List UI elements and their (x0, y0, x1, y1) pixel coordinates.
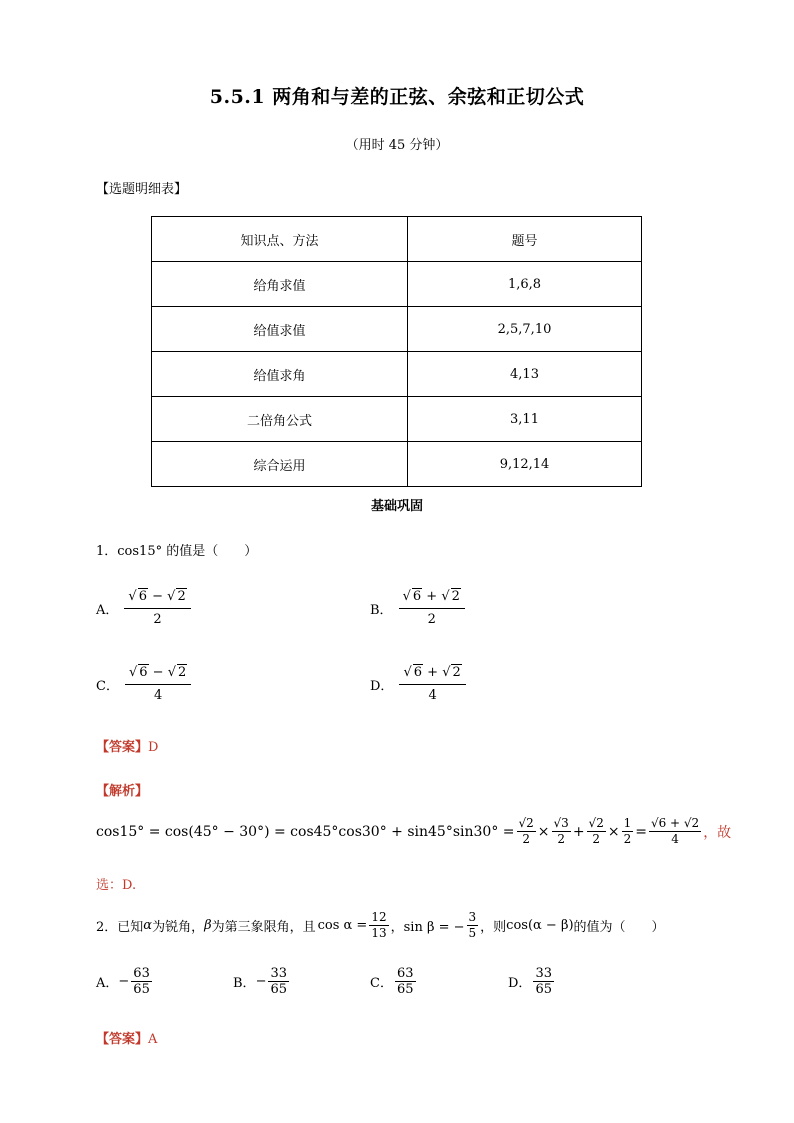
stem-part: 2．已知 (96, 920, 144, 935)
table-header-row (152, 217, 642, 262)
radicand: 2 (177, 589, 186, 604)
formula-lhs: cos15° = cos(45° − 30°) = cos45°cos30° + sin45°sin30° = (96, 823, 515, 840)
analysis-label (96, 780, 148, 799)
sign: + (426, 589, 438, 604)
numerator: 33 (535, 966, 552, 981)
table-row (152, 442, 642, 487)
sign: − (152, 665, 164, 680)
expression: cos(α − β) (506, 918, 574, 933)
stem-part: 的值为（ ） (573, 920, 665, 935)
option-label: A． (96, 603, 119, 618)
stem-part: 为锐角， (152, 920, 205, 935)
table-cell: 4,13 (408, 352, 642, 397)
table-header: 知识点、方法 (152, 217, 408, 262)
option-label: C． (370, 976, 393, 991)
fraction: $\frac{√ 6 + √ 2}{4}$ (399, 664, 465, 705)
table-row (152, 352, 642, 397)
sign: − (255, 974, 267, 989)
denominator: 65 (270, 982, 288, 997)
numerator: 12 (371, 910, 387, 924)
alpha-symbol: α (143, 918, 153, 933)
denominator: 65 (396, 982, 414, 997)
numerator: 63 (133, 966, 150, 981)
table-cell: 2,5,7,10 (408, 307, 642, 352)
option-label: D． (508, 976, 532, 991)
stem-part: 为第三象限角，且 (211, 920, 316, 935)
denominator: 65 (133, 982, 150, 997)
option-d (370, 664, 466, 705)
sign: − (152, 589, 164, 604)
sign: − (118, 974, 130, 989)
analysis-formula: cos15° = cos(45° − 30°) = cos45°cos30° + sin45°sin30° = $\frac{√2}{2}$ × $\frac{√3}{2}$ + $\frac{√2}{2}$ × $\frac{1}{2}$ = $\frac{√6 + √2}{4}$ ，故 (96, 816, 732, 846)
radicand: 2 (178, 665, 187, 680)
answer-value: D (148, 740, 159, 755)
radicand: 2 (451, 589, 460, 604)
question-1-stem: 1．cos15° 的值是（ ） (96, 544, 258, 559)
denominator: 2 (153, 612, 162, 627)
beta-symbol: β (204, 918, 212, 933)
fraction: $\frac{√ 6 + √ 2}{2}$ (399, 588, 465, 629)
table-cell: 3,11 (408, 397, 642, 442)
option-b (370, 588, 465, 629)
table-cell: 给角求值 (152, 262, 408, 307)
option-label: D． (370, 679, 394, 694)
radicand: 6 (139, 665, 148, 680)
radicand: 2 (452, 665, 461, 680)
page-title: 5.5.1 两角和与差的正弦、余弦和正切公式 (209, 86, 585, 108)
table-cell: 给值求角 (152, 352, 408, 397)
answer-value: A (148, 1032, 158, 1047)
analysis-tag: 【解析】 (96, 784, 149, 799)
fraction: $\frac{√ 6 - √ 2}{2}$ (124, 588, 190, 629)
radicand: 6 (138, 589, 147, 604)
denominator: 2 (427, 612, 436, 627)
cos-text: cos α = (317, 918, 368, 933)
answer-line (96, 736, 158, 755)
table-header: 题号 (408, 217, 642, 262)
question-2-stem (96, 910, 665, 941)
q2-option-d (508, 966, 556, 997)
stem-part: ，则 (480, 920, 507, 935)
sign: + (427, 665, 439, 680)
option-label: B． (233, 976, 256, 991)
q2-option-a (96, 966, 154, 997)
answer-tag: 【答案】 (96, 740, 149, 755)
table-row (152, 262, 642, 307)
table-cell: 综合运用 (152, 442, 408, 487)
radicand: 6 (412, 589, 422, 604)
option-label: C． (96, 679, 119, 694)
topic-table (151, 216, 642, 487)
option-a (96, 588, 191, 629)
numerator: 33 (270, 966, 288, 981)
answer-tag: 【答案】 (96, 1032, 149, 1047)
radicand: 6 (413, 665, 423, 680)
table-row (152, 307, 642, 352)
denominator: 5 (468, 926, 477, 940)
table-row (152, 397, 642, 442)
numerator: 3 (468, 910, 477, 924)
table-cell: 9,12,14 (408, 442, 642, 487)
fraction: $\frac{√ 6 - √ 2}{4}$ (125, 664, 191, 705)
table-cell: 给值求值 (152, 307, 408, 352)
option-label: B． (370, 603, 393, 618)
q2-option-c (370, 966, 418, 997)
section-label: 【选题明细表】 (96, 182, 188, 197)
analysis-conclusion: 选：D. (96, 878, 137, 893)
option-label: A． (96, 976, 119, 991)
denominator: 4 (428, 688, 437, 703)
time-note: （用时 45 分钟） (345, 138, 449, 153)
denominator: 65 (535, 982, 552, 997)
table-cell: 二倍角公式 (152, 397, 408, 442)
sin-text: ，sin β = − (390, 920, 465, 935)
option-c (96, 664, 191, 705)
numerator: 63 (396, 966, 414, 981)
q2-option-b (233, 966, 291, 997)
denominator: 13 (371, 926, 387, 940)
denominator: 4 (153, 688, 163, 703)
q2-answer-line (96, 1028, 157, 1047)
formula-tail: ，故 (703, 824, 732, 841)
table-cell: 1,6,8 (408, 262, 642, 307)
group-heading: 基础巩固 (370, 499, 423, 514)
